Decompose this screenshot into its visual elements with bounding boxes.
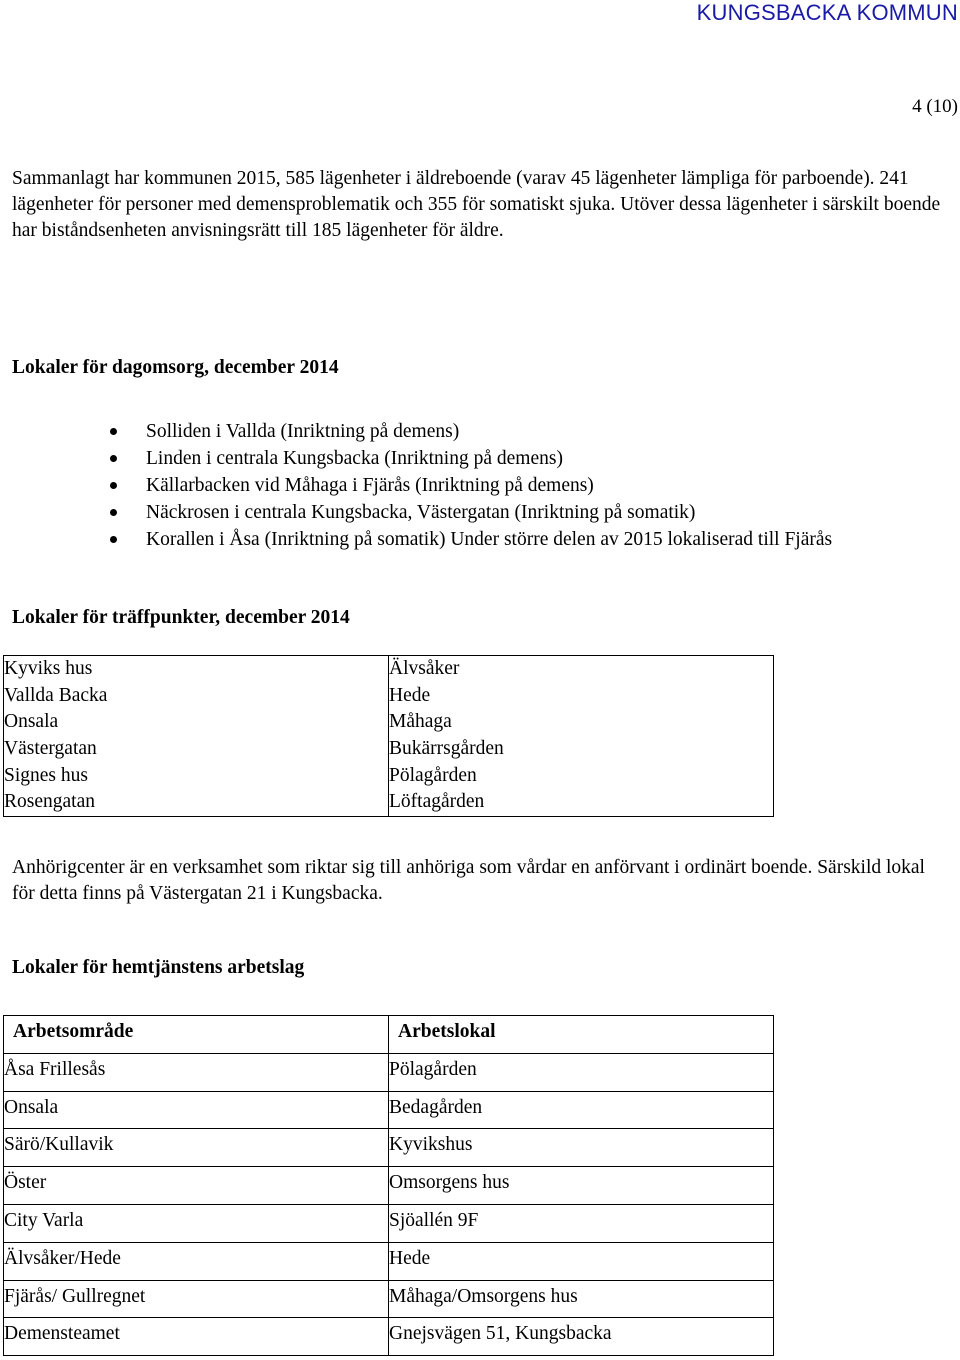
list-item: Källarbacken vid Måhaga i Fjärås (Inriktning på demens)	[108, 472, 908, 499]
table-cell: Sjöallén 9F	[389, 1204, 774, 1242]
table-row	[4, 1053, 774, 1091]
table-row	[4, 1318, 774, 1356]
table-cell: Pölagården	[389, 1053, 774, 1091]
list-item: Rosengatan	[4, 791, 95, 813]
table-header-row	[4, 1016, 774, 1054]
table-cell: Särö/Kullavik	[4, 1129, 389, 1167]
table-cell: Omsorgens hus	[389, 1167, 774, 1205]
list-item: Pölagården	[389, 764, 477, 786]
table-cell: Älvsåker/Hede	[4, 1242, 389, 1280]
table-cell: Kyvikshus	[389, 1129, 774, 1167]
column-header-location: Arbetslokal	[389, 1016, 774, 1054]
meeting-points-left-cell	[4, 656, 389, 817]
home-care-table	[3, 1015, 774, 1356]
table-cell: Hede	[389, 1242, 774, 1280]
intro-paragraph: Sammanlagt har kommunen 2015, 585 lägenheter i äldreboende (varav 45 lägenheter lämpliga för parboende). 241 lägenheter för personer med demensproblematik och 355 för somatiskt sjuka. Utöver dessa lägenheter i särskilt boende har biståndsenheten anvisningsrätt till 185 lägenheter för äldre.	[12, 168, 941, 241]
home-care-heading: Lokaler för hemtjänstens arbetslag	[12, 957, 305, 978]
table-row	[4, 1129, 774, 1167]
table-cell: City Varla	[4, 1204, 389, 1242]
table-cell: Bedagården	[389, 1091, 774, 1129]
list-item: Löftagården	[389, 791, 485, 813]
table-cell: Öster	[4, 1167, 389, 1205]
list-item: Hede	[389, 684, 431, 706]
list-item: Bukärrsgården	[389, 738, 504, 760]
meeting-points-right-cell	[389, 656, 774, 817]
list-item: Måhaga	[389, 711, 452, 733]
list-item: Korallen i Åsa (Inriktning på somatik) Under större delen av 2015 lokaliserad till Fjärås	[108, 526, 908, 553]
table-cell: Måhaga/Omsorgens hus	[389, 1280, 774, 1318]
list-item: Vallda Backa	[4, 684, 108, 706]
list-item: Signes hus	[4, 764, 88, 786]
list-item: Västergatan	[4, 738, 97, 760]
table-cell: Demensteamet	[4, 1318, 389, 1356]
list-item: Kyviks hus	[4, 658, 93, 679]
table-cell: Fjärås/ Gullregnet	[4, 1280, 389, 1318]
day-care-heading: Lokaler för dagomsorg, december 2014	[12, 357, 339, 378]
page-number: 4 (10)	[912, 96, 958, 117]
list-item: Onsala	[4, 711, 59, 733]
meeting-points-table	[3, 655, 774, 817]
list-item: Näckrosen i centrala Kungsbacka, Västergatan (Inriktning på somatik)	[108, 499, 908, 526]
list-item: Älvsåker	[389, 658, 460, 679]
table-row	[4, 1204, 774, 1242]
carers-paragraph: Anhörigcenter är en verksamhet som riktar sig till anhöriga som vårdar en anförvant i ordinärt boende. Särskild lokal för detta finns på Västergatan 21 i Kungsbacka.	[12, 857, 925, 904]
meeting-points-heading: Lokaler för träffpunkter, december 2014	[12, 607, 350, 628]
table-row	[4, 1242, 774, 1280]
table-cell: Gnejsvägen 51, Kungsbacka	[389, 1318, 774, 1356]
table-row	[4, 1167, 774, 1205]
table-cell: Onsala	[4, 1091, 389, 1129]
table-row	[4, 1091, 774, 1129]
organization-name: KUNGSBACKA KOMMUN	[696, 0, 958, 25]
list-item: Linden i centrala Kungsbacka (Inriktning på demens)	[108, 445, 908, 472]
table-row	[4, 1280, 774, 1318]
list-item: Solliden i Vallda (Inriktning på demens)	[108, 418, 908, 445]
table-cell: Åsa Frillesås	[4, 1053, 389, 1091]
column-header-area: Arbetsområde	[4, 1016, 389, 1054]
day-care-list	[108, 418, 908, 553]
